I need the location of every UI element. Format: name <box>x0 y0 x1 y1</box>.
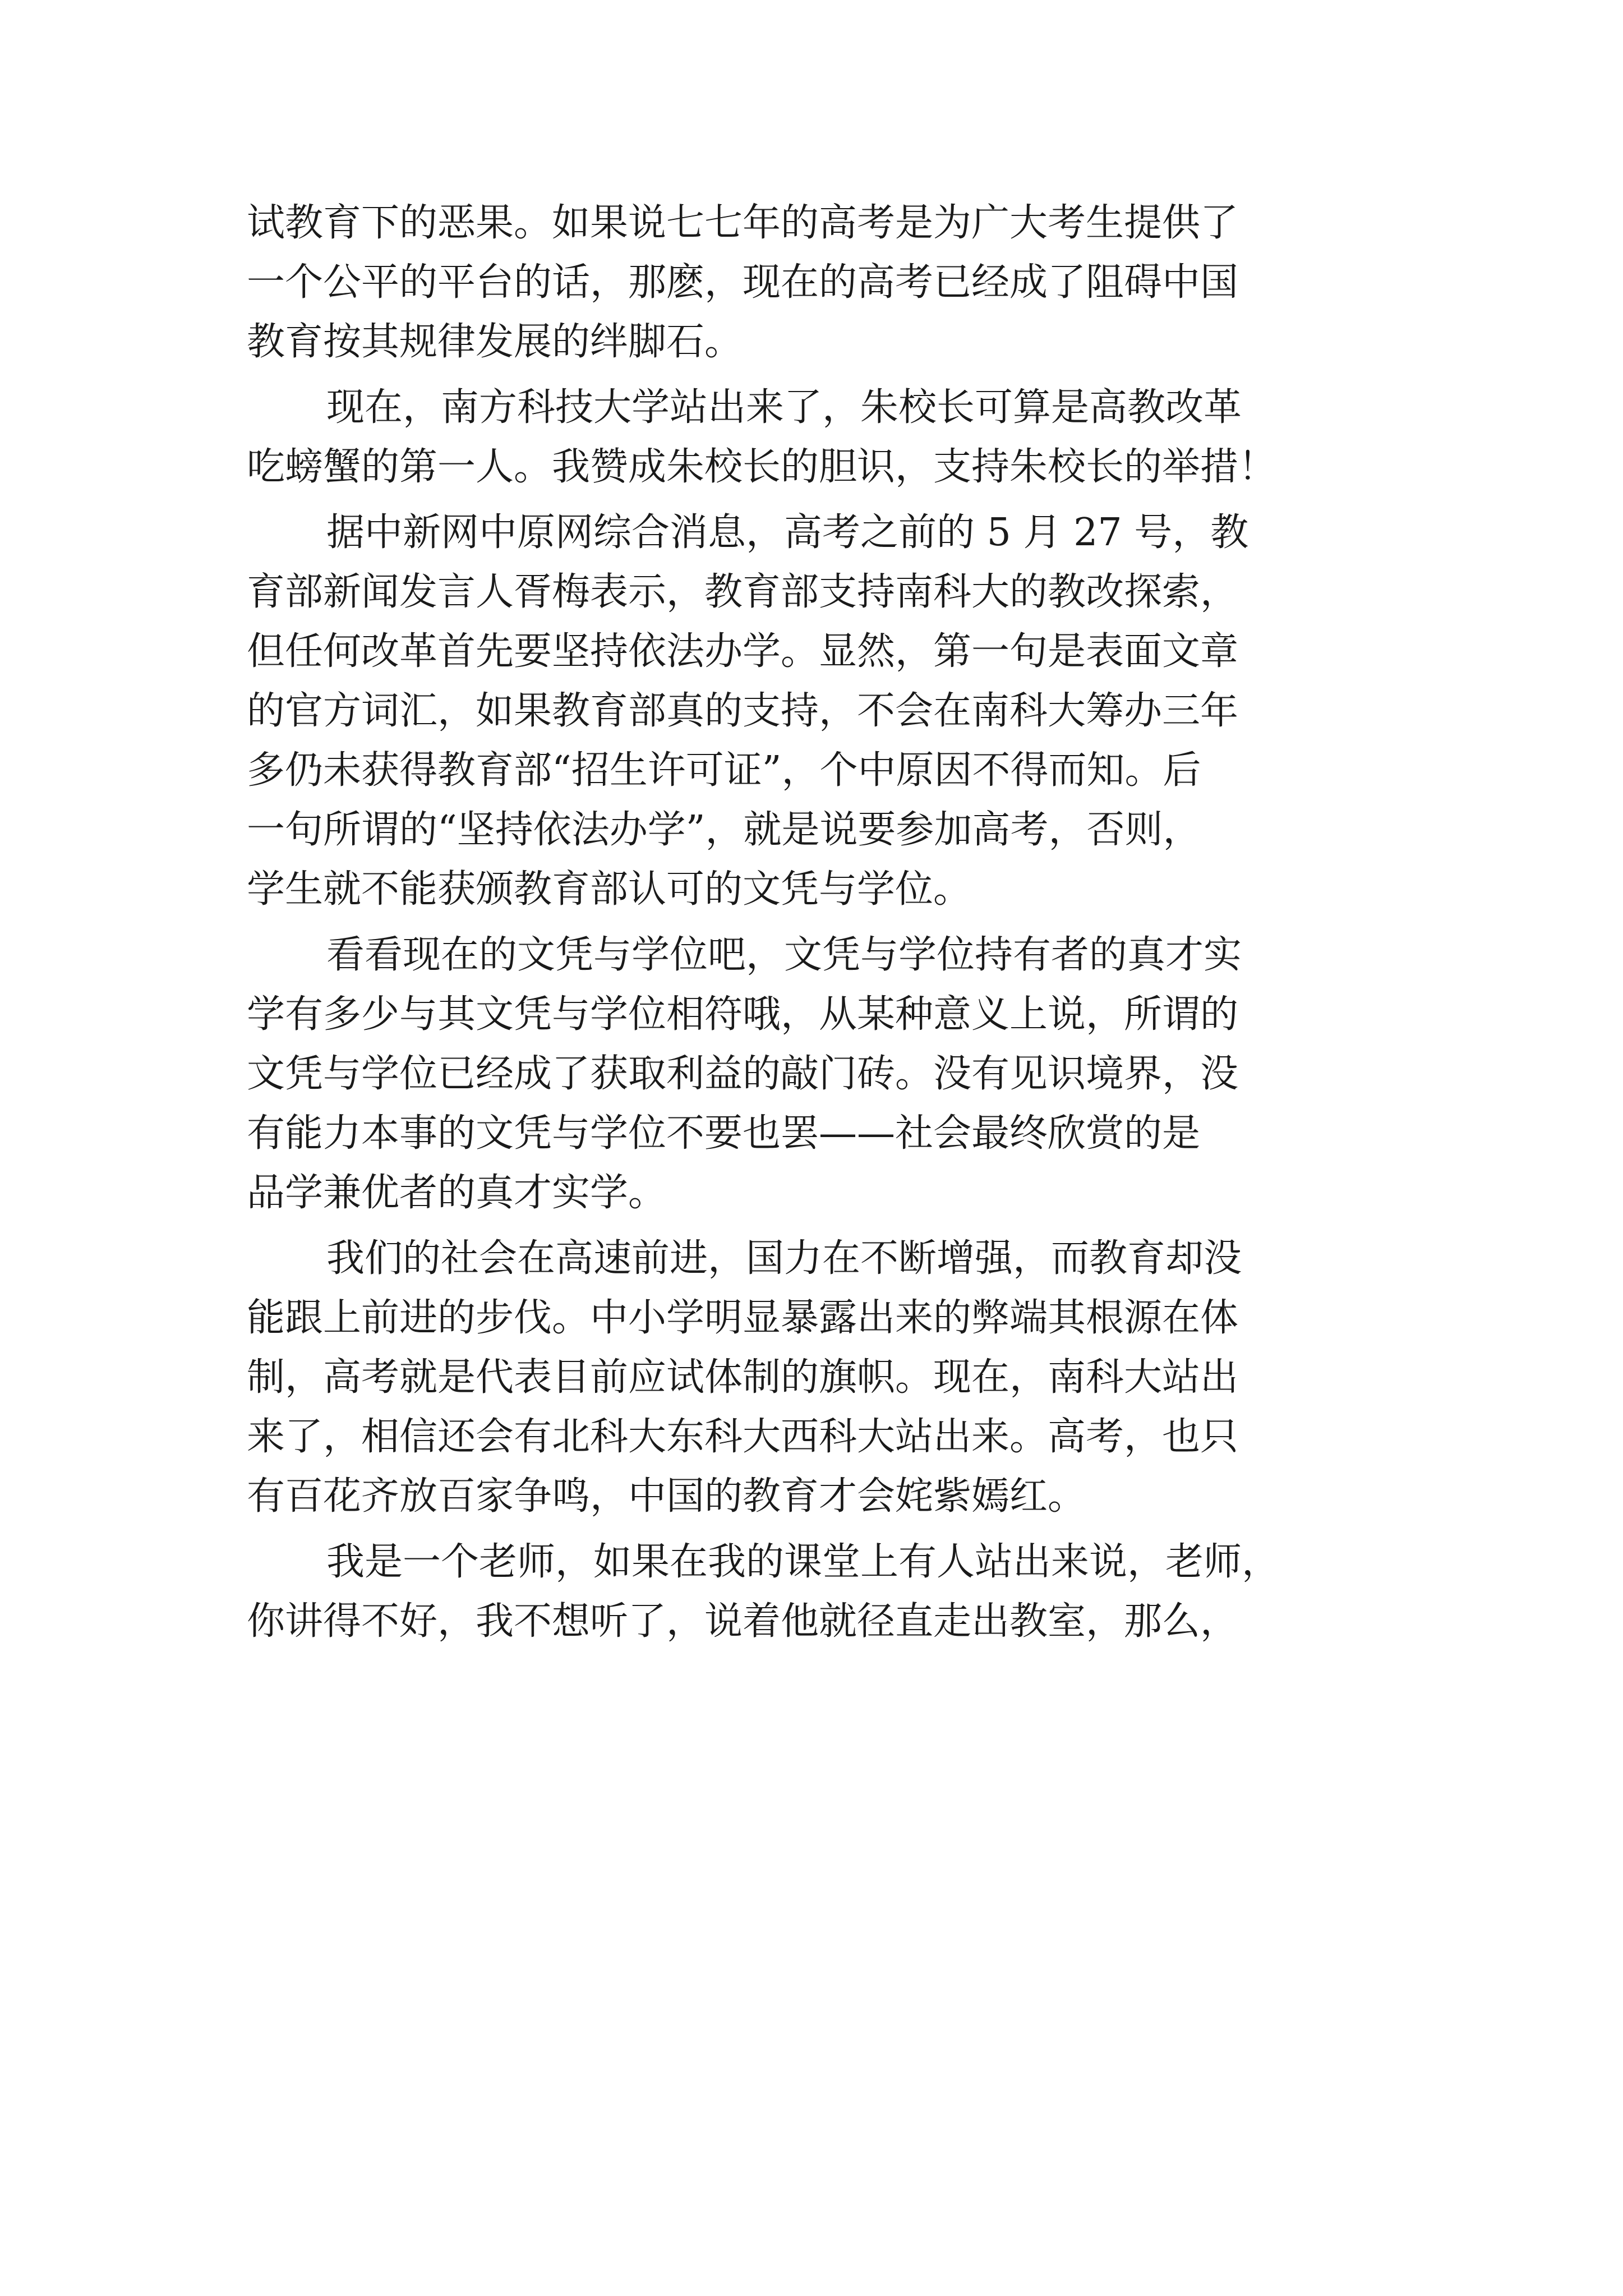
text-line: 制，高考就是代表目前应试体制的旗帜。现在，南科大站出 <box>247 1355 1239 1400</box>
text-line: 你讲得不好，我不想听了，说着他就径直走出教室，那么， <box>247 1599 1239 1644</box>
text-line: 文凭与学位已经成了获取利益的敲门砖。没有见识境界，没 <box>247 1052 1239 1096</box>
text-line: 吃螃蟹的第一人。我赞成朱校长的胆识，支持朱校长的举措！ <box>247 445 1277 489</box>
text-line: 有能力本事的文凭与学位不要也罢——社会最终欣赏的是 <box>247 1111 1201 1156</box>
paragraph-first-line: 看看现在的文凭与学位吧，文凭与学位持有者的真才实 <box>326 933 1242 977</box>
text-line: 一句所谓的“坚持依法办学”，就是说要参加高考，否则， <box>247 808 1201 852</box>
text-line: 学有多少与其文凭与学位相符哦，从某种意义上说，所谓的 <box>247 992 1239 1037</box>
paragraph-first-line: 现在，南方科技大学站出来了，朱校长可算是高教改革 <box>326 385 1242 430</box>
paragraph-first-line: 我们的社会在高速前进，国力在不断增强，而教育却没 <box>326 1236 1242 1281</box>
text-line: 教育按其规律发展的绊脚石。 <box>247 320 743 364</box>
paragraph-first-line: 我是一个老师，如果在我的课堂上有人站出来说，老师， <box>326 1540 1280 1584</box>
text-line: 多仍未获得教育部“招生许可证”，个中原因不得而知。后 <box>247 748 1201 793</box>
text-line: 来了，相信还会有北科大东科大西科大站出来。高考，也只 <box>247 1415 1239 1459</box>
text-line: 但任何改革首先要坚持依法办学。显然，第一句是表面文章 <box>247 629 1239 674</box>
body-text <box>247 194 1391 1651</box>
text-line: 试教育下的恶果。如果说七七年的高考是为广大考生提供了 <box>247 201 1239 245</box>
text-line: 能跟上前进的步伐。中小学明显暴露出来的弊端其根源在体 <box>247 1296 1239 1340</box>
text-line: 一个公平的平台的话，那麽，现在的高考已经成了阻碍中国 <box>247 260 1239 305</box>
paragraph-first-line: 据中新网中原网综合消息，高考之前的 5 月 27 号，教 <box>326 510 1249 555</box>
text-line: 学生就不能获颁教育部认可的文凭与学位。 <box>247 867 972 912</box>
text-line: 品学兼优者的真才实学。 <box>247 1171 667 1215</box>
text-line: 育部新闻发言人胥梅表示，教育部支持南科大的教改探索， <box>247 570 1239 614</box>
text-line: 的官方词汇，如果教育部真的支持，不会在南科大筹办三年 <box>247 689 1239 733</box>
text-line: 有百花齐放百家争鸣，中国的教育才会姹紫嫣红。 <box>247 1474 1086 1519</box>
